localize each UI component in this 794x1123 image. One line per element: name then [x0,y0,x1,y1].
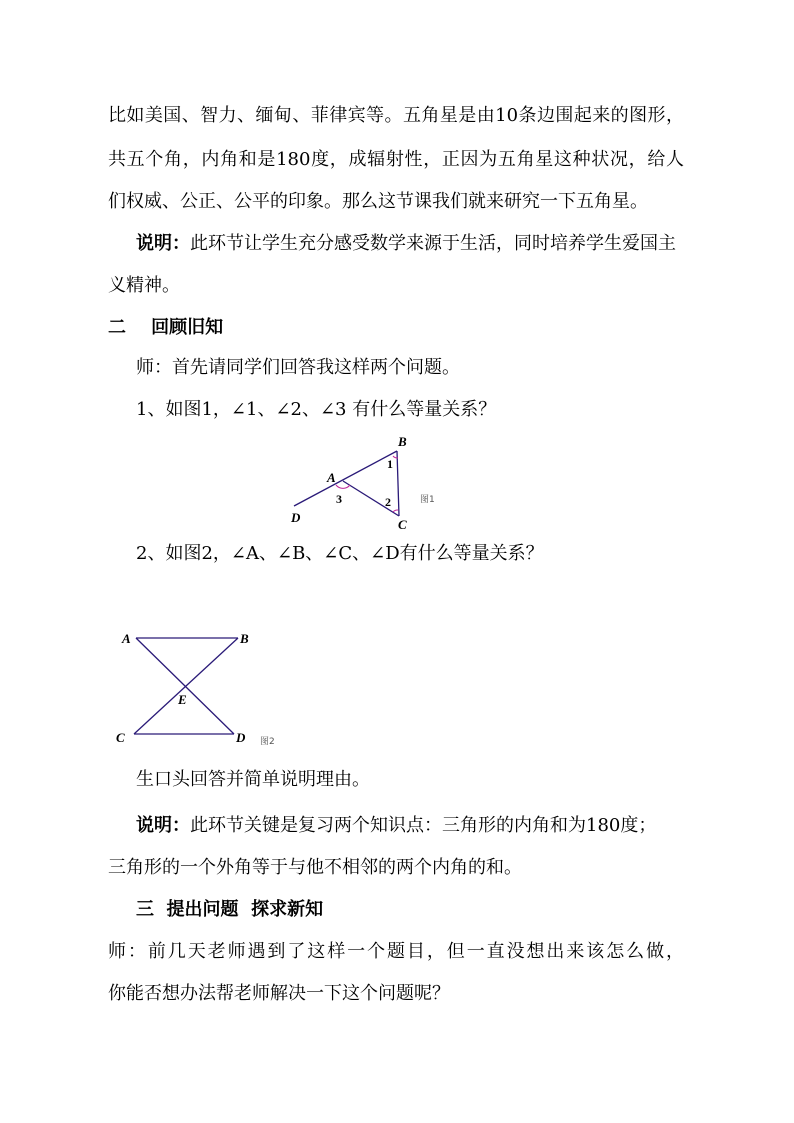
figure2-label-a: A [122,631,131,646]
note2-text-1: 此环节关键是复习两个知识点：三角形的内角和为180度； [190,815,657,836]
section2-teacher-line: 师：首先请同学们回答我这样两个问题。 [136,357,460,378]
figure2-line-bc [134,638,238,734]
intro-line-1: 比如美国、智力、缅甸、菲律宾等。五角星是由10条边围起来的图形， [108,105,684,126]
figure1-caption: 图1 [420,495,435,505]
student-response-line: 生口头回答并简单说明理由。 [136,769,370,790]
figure1-label-b: B [398,434,407,449]
question-1: 1、如图1，∠1、∠2、∠3 有什么等量关系？ [136,399,497,420]
note2-line-2: 三角形的一个外角等于与他不相邻的两个内角的和。 [108,857,522,878]
figure1-angle-3-label: 3 [336,492,342,506]
figure1-line-db [294,451,397,506]
section3-heading: 三 提出问题 探求新知 [136,899,324,920]
note1-line-2: 义精神。 [108,275,180,296]
note1-line-1 [136,232,676,256]
figure1-label-a: A [327,470,336,485]
section2-heading: 二 回顾旧知 [108,317,224,338]
note2-line-1 [136,814,656,838]
note1-label: 说明： [136,233,190,254]
figure2-label-b: B [240,631,249,646]
figure-2-diagram [112,624,292,750]
figure1-line-bc [397,451,399,516]
figure2-label-c: C [116,730,125,745]
figure1-angle3-arc [336,485,350,488]
figure2-line-ad [136,638,234,734]
figure1-label-c: C [398,517,407,532]
figure1-label-d: D [291,510,301,525]
figure2-label-d: D [236,730,246,745]
note1-text-1: 此环节让学生充分感受数学来源于生活，同时培养学生爱国主 [190,233,676,254]
question-2: 2、如图2，∠A、∠B、∠C、∠D有什么等量关系？ [136,543,544,564]
figure1-angle-2-label: 2 [385,495,391,509]
intro-line-2: 共五个角，内角和是180度，成辐射性，正因为五角星这种状况，给人 [108,149,684,170]
note2-label: 说明： [136,815,190,836]
intro-line-3: 们权威、公正、公平的印象。那么这节课我们就来研究一下五角星。 [108,191,648,212]
section3-line-2: 你能否想办法帮老师解决一下这个问题呢？ [108,983,450,1004]
figure-1-diagram [280,430,450,530]
figure2-caption: 图2 [260,737,275,747]
figure1-angle-1-label: 1 [387,457,393,471]
section3-line-1: 师：前几天老师遇到了这样一个题目，但一直没想出来该怎么做， [108,941,684,962]
figure2-label-e: E [178,692,187,707]
figure1-angle2-arc [393,510,398,512]
